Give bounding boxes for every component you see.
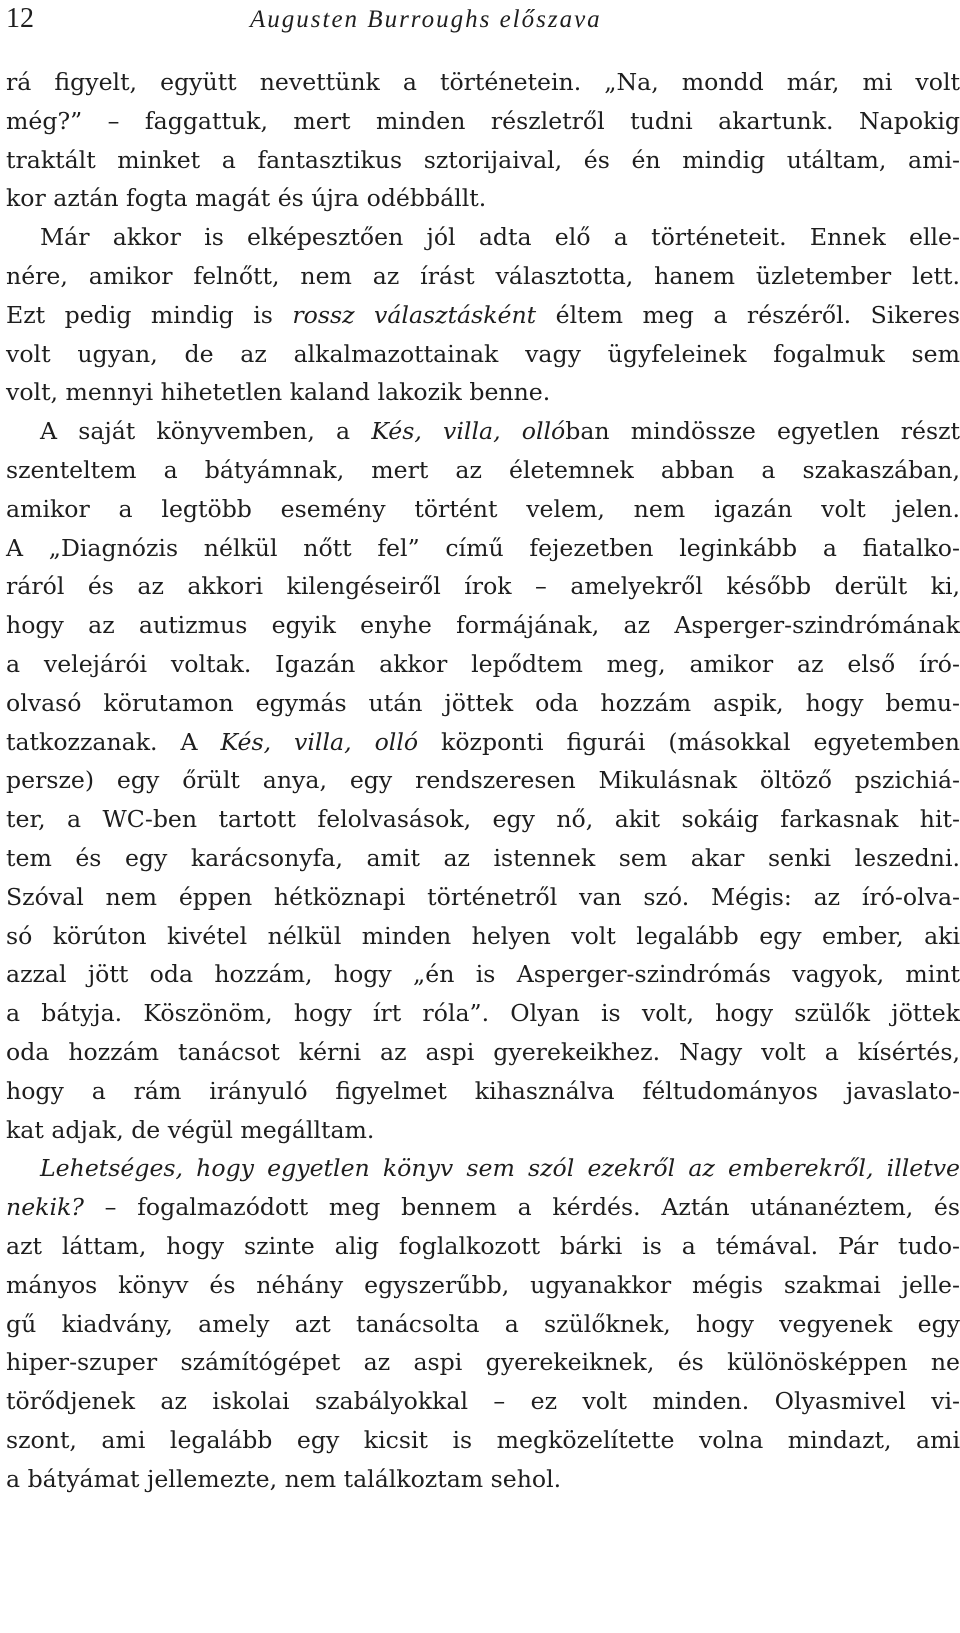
text-line: szenteltem a bátyámnak, mert az életemnek abban a szakaszában, bbox=[6, 455, 960, 484]
text-line: só körúton kivétel nélkül minden helyen volt legalább egy ember, aki bbox=[6, 921, 960, 950]
text-line: Szóval nem éppen hétköznapi történetről van szó. Mégis: az író-olva- bbox=[6, 882, 960, 911]
text-line: a bátyámat jellemezte, nem találkoztam sehol. bbox=[6, 1464, 562, 1493]
text-line: A „Diagnózis nélkül nőtt fel” című fejezetben leginkább a fiatalko- bbox=[6, 533, 960, 562]
book-title: Kés, villa, olló bbox=[220, 727, 419, 756]
text-line: kor aztán fogta magát és újra odébbállt. bbox=[6, 184, 487, 213]
text-line: nére, amikor felnőtt, nem az írást választotta, hanem üzletember lett. bbox=[6, 261, 960, 290]
italic-text: nekik? bbox=[6, 1193, 84, 1222]
text-line: Már akkor is elképesztően jól adta elő a történeteit. Ennek elle- bbox=[40, 223, 960, 252]
text-line: traktált minket a fantasztikus sztorijaival, és én mindig utáltam, ami- bbox=[6, 145, 960, 174]
text-line: olvasó körutamon egymás után jöttek oda hozzám aspik, hogy bemu- bbox=[6, 688, 960, 717]
text-line: kat adjak, de végül megálltam. bbox=[6, 1115, 375, 1144]
text-line: a velejárói voltak. Igazán akkor lepődtem meg, amikor az első író- bbox=[6, 649, 960, 678]
text-line: oda hozzám tanácsot kérni az aspi gyerekeikhez. Nagy volt a kísértés, bbox=[6, 1037, 960, 1066]
text-line: nekik? – fogalmazódott meg bennem a kérdés. Aztán utánanéztem, és bbox=[6, 1193, 960, 1222]
text-line: törődjenek az iskolai szabályokkal – ez volt minden. Olyasmivel vi- bbox=[6, 1387, 960, 1416]
page-number: 12 bbox=[6, 3, 34, 34]
text-line: A saját könyvemben, a Kés, villa, ollóban mindössze egyetlen részt bbox=[40, 417, 960, 446]
italic-text: Lehetséges, hogy egyetlen könyv sem szól ezekről az emberekről, illetve bbox=[40, 1154, 960, 1183]
text-line: gű kiadvány, amely azt tanácsolta a szülőknek, hogy vegyenek egy bbox=[6, 1309, 960, 1338]
text-line: ráról és az akkori kilengéseiről írok – amelyekről később derült ki, bbox=[6, 572, 960, 601]
text-line: rá figyelt, együtt nevettünk a történetein. „Na, mondd már, mi volt bbox=[6, 68, 960, 96]
text-line: még?” – faggattuk, mert minden részletről tudni akartunk. Napokig bbox=[6, 106, 960, 135]
book-title: Kés, villa, olló bbox=[371, 417, 566, 446]
text-line: szont, ami legalább egy kicsit is megközelítette volna mindazt, ami bbox=[6, 1425, 960, 1454]
text-line: tatkozzanak. A Kés, villa, olló központi figurái (másokkal egyetemben bbox=[6, 727, 960, 756]
running-head: Augusten Burroughs előszava bbox=[250, 6, 602, 33]
text-line: a bátyja. Köszönöm, hogy írt róla”. Olyan is volt, hogy szülők jöttek bbox=[6, 999, 960, 1028]
text-line: Ezt pedig mindig is rossz választásként éltem meg a részéről. Sikeres bbox=[6, 300, 960, 329]
text-line: ter, a WC-ben tartott felolvasások, egy nő, akit sokáig farkasnak hit- bbox=[6, 805, 960, 834]
text-line: azzal jött oda hozzám, hogy „én is Asperger-szindrómás vagyok, mint bbox=[6, 960, 960, 989]
text-line: mányos könyv és néhány egyszerűbb, ugyanakkor mégis szakmai jelle- bbox=[6, 1270, 960, 1299]
text-line: hogy a rám irányuló figyelmet kihasználva féltudományos javaslato- bbox=[6, 1076, 960, 1105]
text-line: volt ugyan, de az alkalmazottainak vagy ügyfeleinek fogalmuk sem bbox=[6, 339, 960, 368]
text-line: amikor a legtöbb esemény történt velem, nem igazán volt jelen. bbox=[6, 494, 960, 523]
text-line bbox=[6, 1149, 960, 1188]
text-line: tem és egy karácsonyfa, amit az istennek sem akar senki leszedni. bbox=[6, 843, 960, 872]
text-line: hiper-szuper számítógépet az aspi gyerekeiknek, és különösképpen ne bbox=[6, 1348, 960, 1377]
text-line: hogy az autizmus egyik enyhe formájának, az Asperger-szindrómának bbox=[6, 611, 960, 640]
text-line: volt, mennyi hihetetlen kaland lakozik benne. bbox=[6, 378, 551, 407]
text-line: persze) egy őrült anya, egy rendszeresen Mikulásnak öltöző pszichiá- bbox=[6, 766, 960, 795]
page-header bbox=[0, 0, 960, 40]
text-line: azt láttam, hogy szinte alig foglalkozott bárki is a témával. Pár tudo- bbox=[6, 1231, 960, 1260]
body-text bbox=[6, 63, 960, 1498]
italic-text: rossz választásként bbox=[292, 300, 537, 329]
